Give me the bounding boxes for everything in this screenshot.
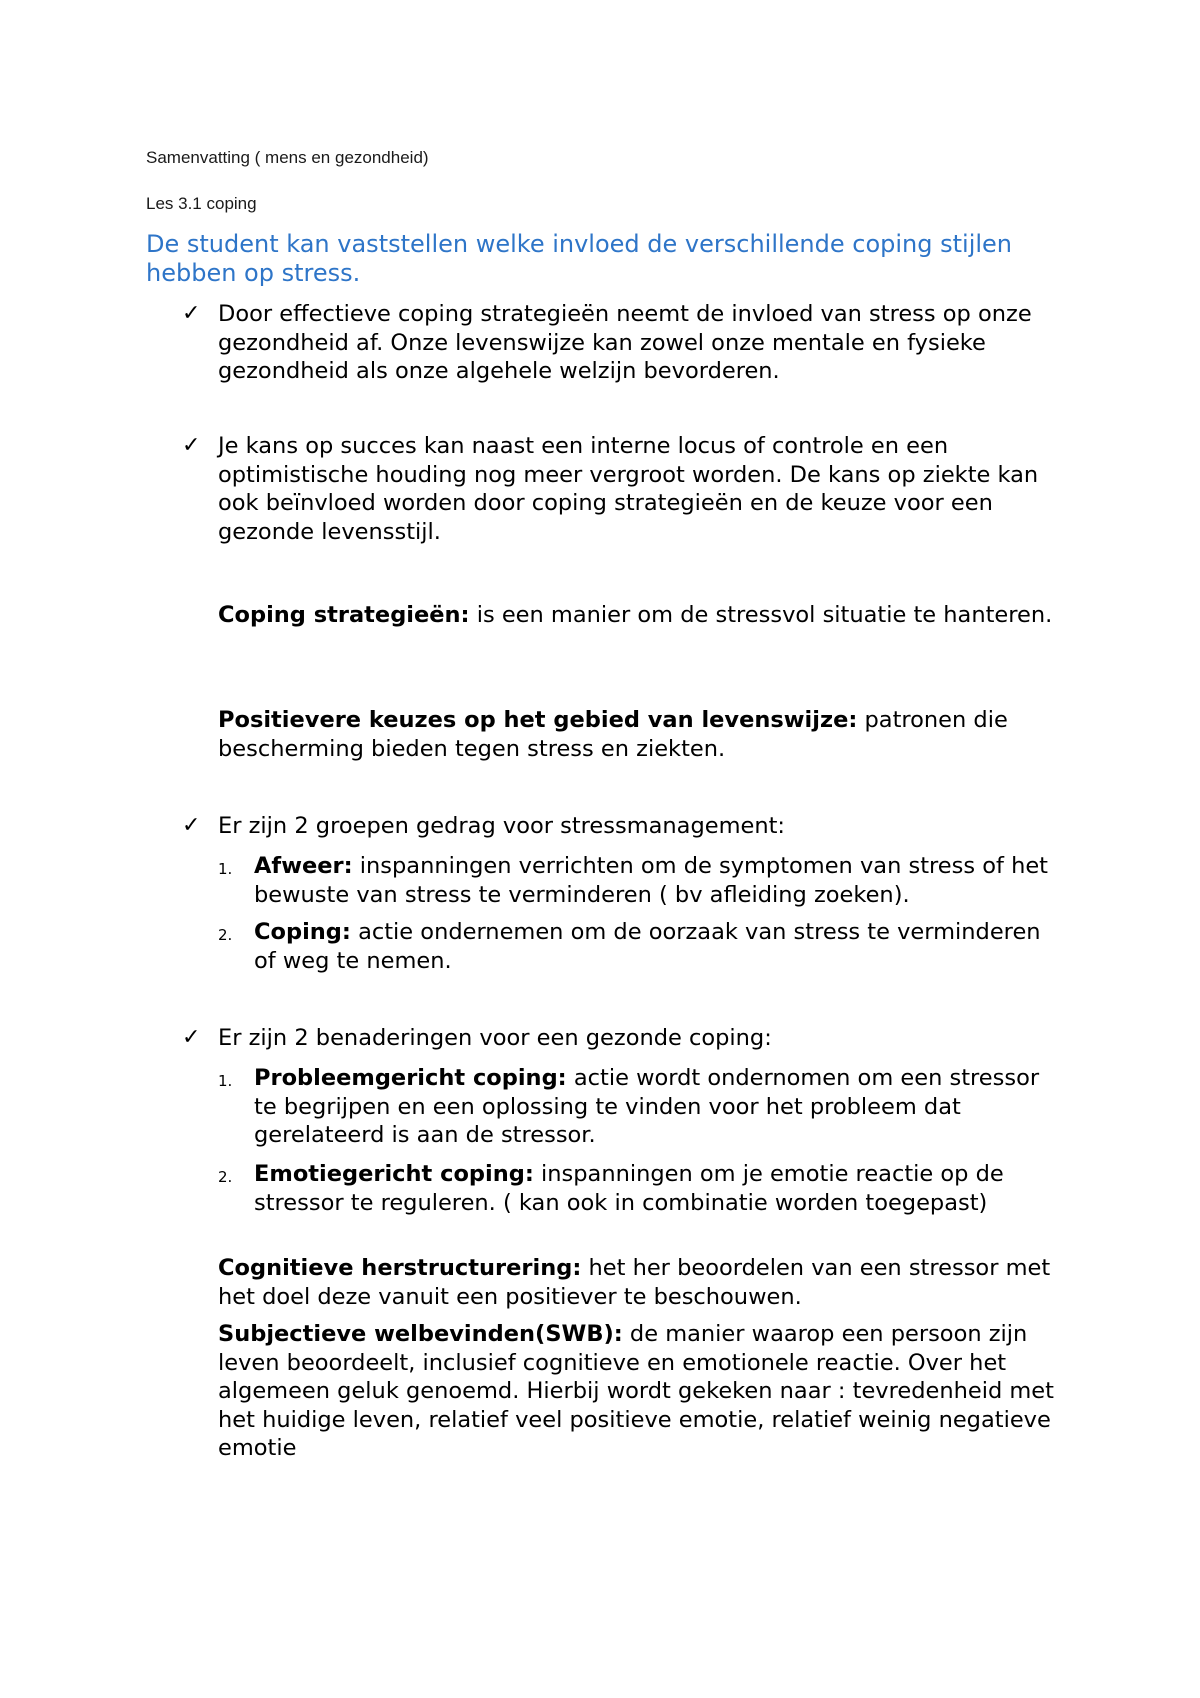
checkmark-icon: ✓ <box>182 1025 201 1050</box>
list-number: 2. <box>218 926 233 944</box>
definition-text: de manier waarop een persoon zijn leven beoordeelt, inclusief cognitieve en emotionele reactie. Over het algemeen geluk genoemd. Hierbij wordt gekeken naar : tevredenheid met het huidige leven, relatief veel positieve emotie, relatief weinig negatieve emotie <box>218 1321 1054 1461</box>
definition-subjective-wellbeing <box>218 1320 1078 1463</box>
definition-term: Positievere keuzes op het gebied van levenswijze: <box>218 707 858 733</box>
learning-goal-heading: De student kan vaststellen welke invloed de verschillende coping stijlen hebben op stress. <box>146 230 1013 287</box>
list-text: inspanningen om je emotie reactie op de stressor te reguleren. ( kan ook in combinatie worden toegepast) <box>254 1161 1004 1216</box>
list-text: actie wordt ondernomen om een stressor te begrijpen en een oplossing te vinden voor het probleem dat gerelateerd is aan de stressor. <box>254 1065 1040 1148</box>
definition-coping-strategies <box>218 601 1078 630</box>
checkmark-icon: ✓ <box>182 813 201 838</box>
list-text: actie ondernemen om de oorzaak van stress te verminderen of weg te nemen. <box>254 919 1041 974</box>
checklist-item-text: Door effectieve coping strategieën neemt de invloed van stress op onze gezondheid af. Onze levenswijze kan zowel onze mentale en fysieke gezondheid als onze algehele welzijn bevorderen. <box>218 301 1032 384</box>
list-term: Probleemgericht coping: <box>254 1065 567 1091</box>
checkmark-icon: ✓ <box>182 433 201 458</box>
lesson-title: Les 3.1 coping <box>146 194 257 213</box>
definition-term: Subjectieve welbevinden(SWB): <box>218 1321 623 1347</box>
list-number: 2. <box>218 1168 233 1186</box>
document-title: Samenvatting ( mens en gezondheid) <box>146 148 429 167</box>
checklist-item-text: Er zijn 2 groepen gedrag voor stressmanagement: <box>218 813 786 839</box>
checklist-item-text: Je kans op succes kan naast een interne locus of controle en een optimistische houding nog meer vergroot worden. De kans op ziekte kan ook beïnvloed worden door coping strategieën en de keuze voor een gezonde levensstijl. <box>218 433 1039 545</box>
definition-term: Cognitieve herstructurering: <box>218 1255 582 1281</box>
checkmark-icon: ✓ <box>182 301 201 326</box>
definition-text: het her beoordelen van een stressor met het doel deze vanuit een positiever te beschouwen. <box>218 1255 1051 1310</box>
checklist-item-text: Er zijn 2 benaderingen voor een gezonde coping: <box>218 1025 772 1051</box>
definition-text: is een manier om de stressvol situatie te hanteren. <box>469 602 1053 628</box>
list-term: Coping: <box>254 919 351 945</box>
list-text: inspanningen verrichten om de symptomen van stress of het bewuste van stress te verminderen ( bv afleiding zoeken). <box>254 853 1048 908</box>
definition-text: patronen die bescherming bieden tegen stress en ziekten. <box>218 707 1008 762</box>
definition-cognitive-restructuring <box>218 1254 1078 1311</box>
definition-lifestyle <box>218 706 1078 763</box>
list-number: 1. <box>218 860 233 878</box>
list-term: Emotiegericht coping: <box>254 1161 534 1187</box>
definition-term: Coping strategieën: <box>218 602 470 628</box>
list-number: 1. <box>218 1072 233 1090</box>
list-term: Afweer: <box>254 853 353 879</box>
